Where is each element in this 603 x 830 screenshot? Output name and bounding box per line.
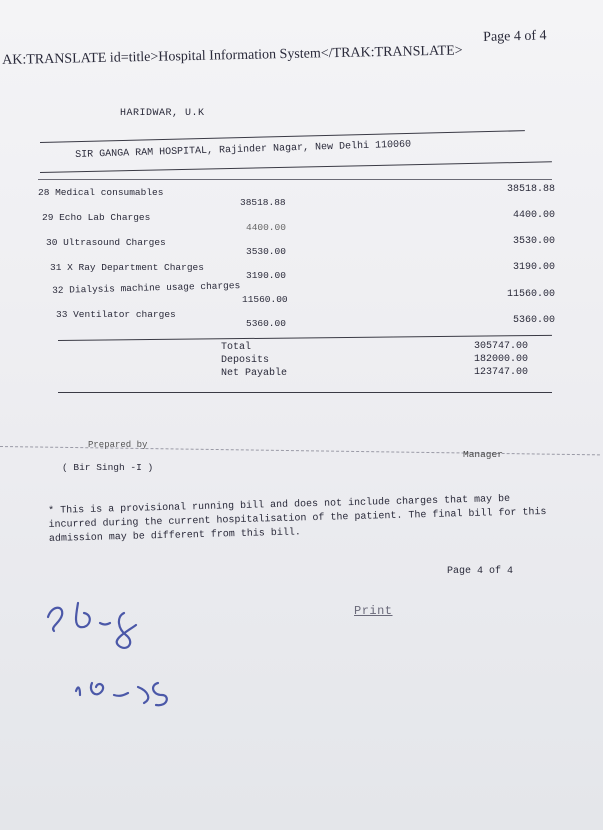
item-amount: 5360.00 <box>512 315 555 326</box>
item-label: 28 Medical consumables <box>38 187 164 198</box>
handwritten-scribble <box>40 595 230 735</box>
item-mid-amount: 4400.00 <box>246 222 286 233</box>
item-amount: 3530.00 <box>512 236 555 247</box>
item-label: 29 Echo Lab Charges <box>42 212 151 223</box>
item-amount: 3190.00 <box>512 262 555 273</box>
item-amount: 11560.00 <box>506 289 555 300</box>
item-mid-amount: 5360.00 <box>246 318 286 329</box>
item-mid-amount: 3190.00 <box>246 270 286 281</box>
summary-value-net: 123747.00 <box>473 367 528 378</box>
item-label: 33 Ventilator charges <box>56 309 176 320</box>
provisional-note: * This is a provisional running bill and does not include charges that may be incurred during the current hospitalisation of the patient. The final bill for this admission may be different from this bill. <box>48 493 547 545</box>
item-mid-amount: 3530.00 <box>246 246 286 257</box>
system-title: AK:TRANSLATE id=title>Hospital Information System</TRAK:TRANSLATE> <box>2 43 463 68</box>
item-amount: 38518.88 <box>506 184 555 195</box>
manager-label: Manager <box>463 449 503 460</box>
location-text: HARIDWAR, U.K <box>120 108 205 119</box>
preparer-name: ( Bir Singh -I ) <box>62 462 154 473</box>
hospital-name: SIR GANGA RAM HOSPITAL, Rajinder Nagar, New Delhi 110060 <box>75 139 412 161</box>
summary-label-net: Net Payable <box>221 368 288 379</box>
prepared-by-label: Prepared by <box>88 440 148 450</box>
item-label: 32 Dialysis machine usage charges <box>52 280 241 296</box>
print-link[interactable]: Print <box>354 604 393 618</box>
summary-value-total: 305747.00 <box>473 341 528 352</box>
summary-label-total: Total <box>221 342 252 353</box>
page-indicator: Page 4 of 4 <box>483 28 547 45</box>
footer-page-indicator: Page 4 of 4 <box>447 566 514 577</box>
summary-value-deposits: 182000.00 <box>473 354 528 365</box>
item-mid-amount: 11560.00 <box>242 294 288 305</box>
item-amount: 4400.00 <box>512 210 555 221</box>
summary-rule-bottom <box>58 392 552 393</box>
item-label: 31 X Ray Department Charges <box>50 262 204 273</box>
summary-label-deposits: Deposits <box>221 355 270 366</box>
item-label: 30 Ultrasound Charges <box>46 237 166 248</box>
item-mid-amount: 38518.88 <box>240 197 286 208</box>
